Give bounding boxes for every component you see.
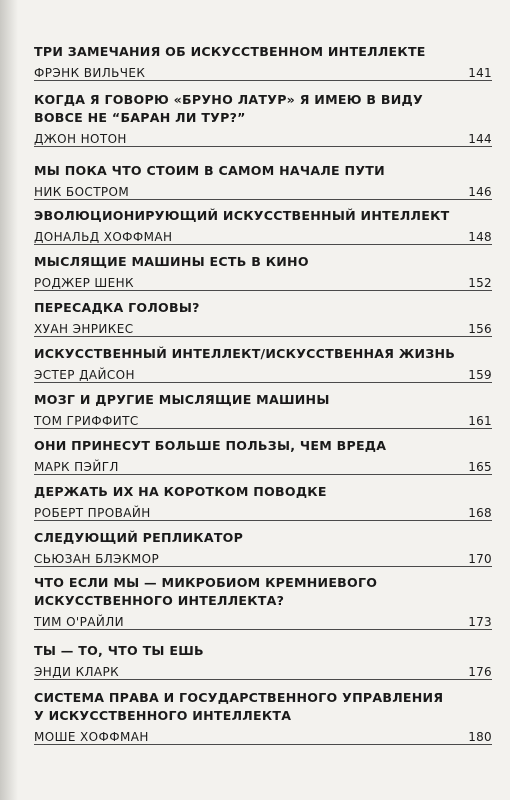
author-name: ФРЭНК ВИЛЬЧЕК	[34, 66, 146, 80]
page-number: 141	[468, 66, 492, 80]
table-of-contents	[34, 43, 492, 749]
author-name: ХУАН ЭНРИКЕС	[34, 322, 134, 336]
author-name: МАРК ПЭЙГЛ	[34, 460, 119, 474]
page-number: 168	[468, 506, 492, 520]
toc-entry	[34, 642, 492, 689]
page-number: 176	[468, 665, 492, 679]
essay-title: МОЗГ И ДРУГИЕ МЫСЛЯЩИЕ МАШИНЫ	[34, 392, 330, 407]
essay-title: ТРИ ЗАМЕЧАНИЯ ОБ ИСКУССТВЕННОМ ИНТЕЛЛЕКТЕ	[34, 44, 426, 59]
page-number: 152	[468, 276, 492, 290]
essay-title: СЛЕДУЮЩИЙ РЕПЛИКАТОР	[34, 530, 244, 545]
author-row	[34, 409, 492, 429]
essay-title: ЧТО ЕСЛИ МЫ — МИКРОБИОМ КРЕМНИЕВОГО	[34, 575, 378, 590]
author-row	[34, 660, 492, 680]
essay-title: ПЕРЕСАДКА ГОЛОВЫ?	[34, 300, 200, 315]
page-gutter-shadow	[0, 0, 18, 800]
toc-entry	[34, 437, 492, 483]
toc-entry	[34, 391, 492, 437]
author-name: ЭСТЕР ДАЙСОН	[34, 368, 135, 382]
toc-entry	[34, 574, 492, 642]
author-row	[34, 61, 492, 81]
toc-entry	[34, 253, 492, 299]
essay-title: ИСКУССТВЕННОГО ИНТЕЛЛЕКТА?	[34, 593, 285, 608]
toc-entry	[34, 345, 492, 391]
page-number: 165	[468, 460, 492, 474]
essay-title: КОГДА Я ГОВОРЮ «БРУНО ЛАТУР» Я ИМЕЮ В ВИДУ	[34, 92, 423, 107]
page-number: 146	[468, 185, 492, 199]
essay-title: ЭВОЛЮЦИОНИРУЮЩИЙ ИСКУССТВЕННЫЙ ИНТЕЛЛЕКТ	[34, 208, 450, 223]
toc-entry	[34, 299, 492, 345]
author-name: РОДЖЕР ШЕНК	[34, 276, 134, 290]
author-name: РОБЕРТ ПРОВАЙН	[34, 506, 151, 520]
toc-entry	[34, 162, 492, 207]
page-number: 156	[468, 322, 492, 336]
toc-entry	[34, 91, 492, 162]
essay-title: МЫСЛЯЩИЕ МАШИНЫ ЕСТЬ В КИНО	[34, 254, 309, 269]
author-row	[34, 363, 492, 383]
essay-title: ВОВСЕ НЕ “БАРАН ЛИ ТУР?”	[34, 110, 246, 125]
author-name: ДОНАЛЬД ХОФФМАН	[34, 230, 173, 244]
author-name: СЬЮЗАН БЛЭКМОР	[34, 552, 160, 566]
author-name: ТИМ О'РАЙЛИ	[34, 615, 125, 629]
author-row	[34, 180, 492, 200]
author-name: ТОМ ГРИФФИТС	[34, 414, 139, 428]
author-row	[34, 225, 492, 245]
author-row	[34, 501, 492, 521]
essay-title: ОНИ ПРИНЕСУТ БОЛЬШЕ ПОЛЬЗЫ, ЧЕМ ВРЕДА	[34, 438, 387, 453]
essay-title: ДЕРЖАТЬ ИХ НА КОРОТКОМ ПОВОДКЕ	[34, 484, 327, 499]
page-number: 159	[468, 368, 492, 382]
author-row	[34, 547, 492, 567]
toc-entry	[34, 529, 492, 574]
essay-title: У ИСКУССТВЕННОГО ИНТЕЛЛЕКТА	[34, 708, 292, 723]
author-row	[34, 455, 492, 475]
page-number: 173	[468, 615, 492, 629]
author-name: ДЖОН НОТОН	[34, 132, 127, 146]
author-row	[34, 725, 492, 745]
author-name: МОШЕ ХОФФМАН	[34, 730, 149, 744]
toc-entry	[34, 207, 492, 253]
author-row	[34, 271, 492, 291]
author-row	[34, 610, 492, 630]
author-row	[34, 317, 492, 337]
toc-entry	[34, 689, 492, 749]
essay-title: ТЫ — ТО, ЧТО ТЫ ЕШЬ	[34, 643, 204, 658]
page-number: 170	[468, 552, 492, 566]
page-number: 148	[468, 230, 492, 244]
essay-title: МЫ ПОКА ЧТО СТОИМ В САМОМ НАЧАЛЕ ПУТИ	[34, 163, 385, 178]
page-number: 161	[468, 414, 492, 428]
author-name: НИК БОСТРОМ	[34, 185, 130, 199]
author-row	[34, 127, 492, 147]
essay-title: ИСКУССТВЕННЫЙ ИНТЕЛЛЕКТ/ИСКУССТВЕННАЯ ЖИЗНЬ	[34, 346, 456, 361]
toc-entry	[34, 483, 492, 529]
essay-title: СИСТЕМА ПРАВА И ГОСУДАРСТВЕННОГО УПРАВЛЕНИЯ	[34, 690, 444, 705]
toc-entry	[34, 43, 492, 91]
author-name: ЭНДИ КЛАРК	[34, 665, 120, 679]
page-number: 180	[468, 730, 492, 744]
page-number: 144	[468, 132, 492, 146]
